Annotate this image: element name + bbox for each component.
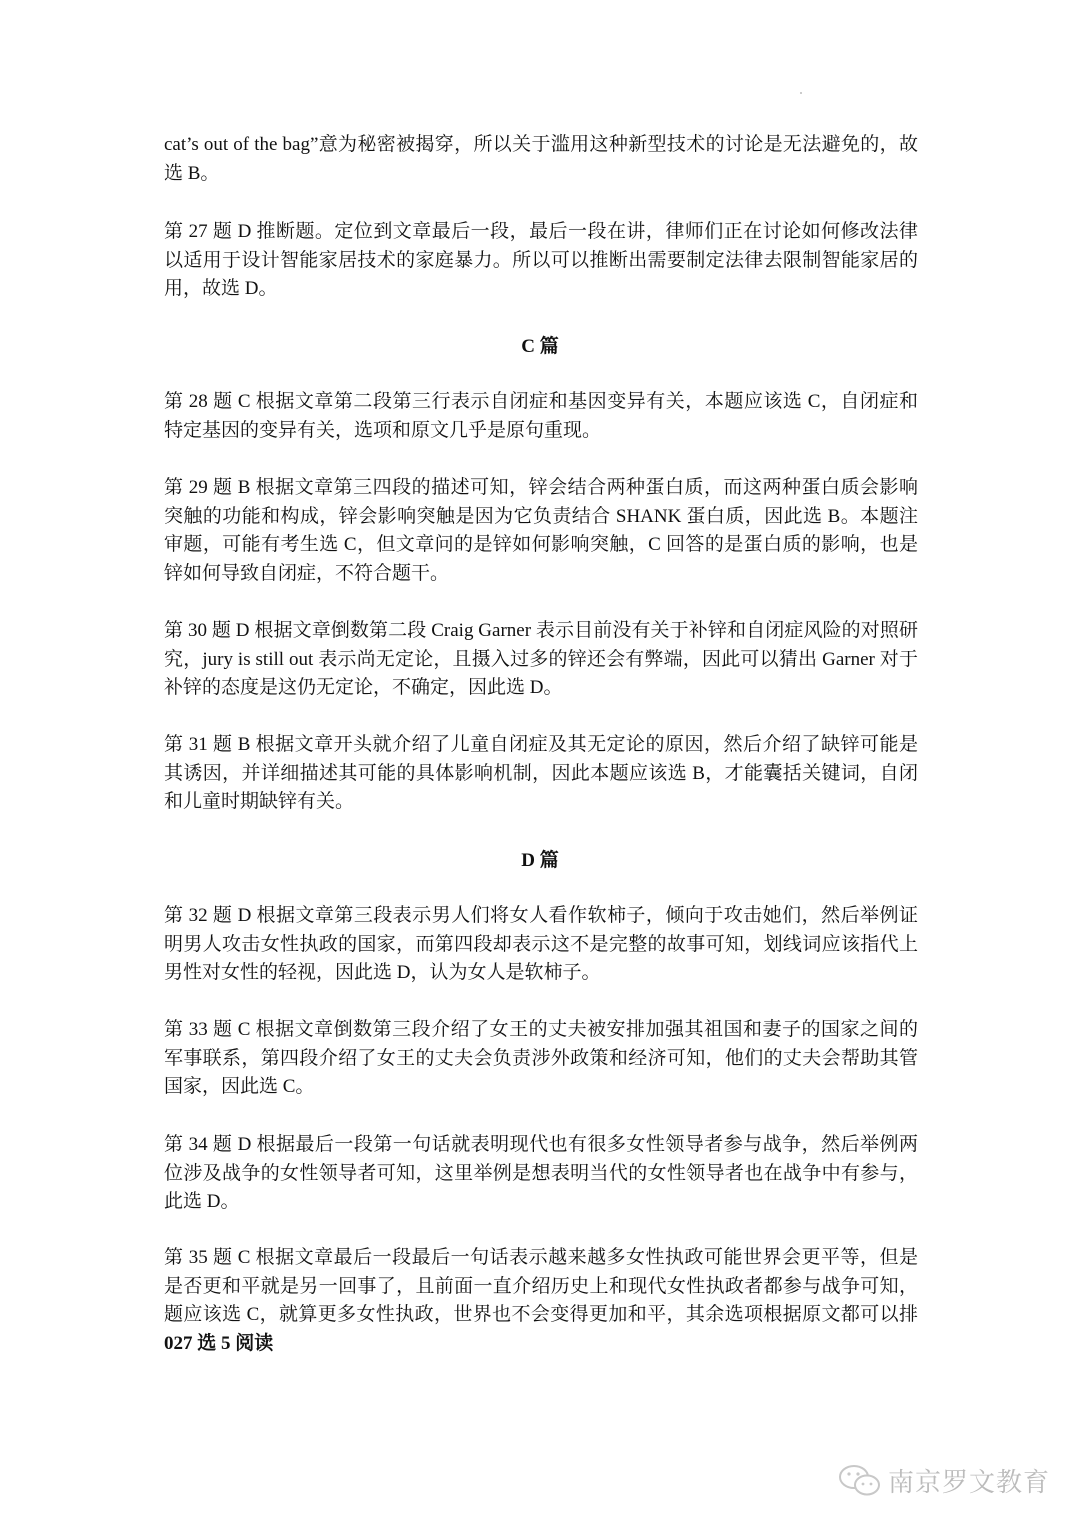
section-heading-c: C 篇 [521, 336, 559, 357]
section-title: 027 选 5 阅读 [164, 1333, 274, 1355]
text-line: 第 29 题 B 根据文章第三四段的描述可知，锌会结合两种蛋白质，而这两种蛋白质会影响 [164, 477, 918, 498]
text-line: 男性对女性的轻视，因此选 D，认为女人是软柿子。 [164, 962, 601, 984]
paragraph-q28 [164, 388, 918, 445]
text-line: 军事联系，第四段介绍了女王的丈夫会负责涉外政策和经济可知，他们的丈夫会帮助其管 [164, 1047, 918, 1069]
watermark-text: 南京罗文教育 [888, 1468, 1051, 1498]
text-line: 究，jury is still out 表示尚无定论，且摄入过多的锌还会有弊端，因此可以猜出 Garner 对于 [164, 648, 918, 670]
paragraph-q30 [164, 617, 918, 703]
wechat-icon [838, 1463, 882, 1499]
paragraph-q33 [164, 1016, 918, 1102]
paragraph-q29 [164, 474, 918, 589]
paragraph-q27 [164, 218, 918, 304]
text-line: 第 35 题 C 根据文章最后一段最后一句话表示越来越多女性执政可能世界会更平等，但是 [164, 1247, 918, 1268]
text-line: 第 28 题 C 根据文章第二段第三行表示自闭症和基因变异有关，本题应该选 C，自闭症和 [164, 391, 918, 412]
text-line: 特定基因的变异有关，选项和原文几乎是原句重现。 [164, 419, 602, 441]
paragraph-q35 [164, 1244, 918, 1359]
text-line: 第 31 题 B 根据文章开头就介绍了儿童自闭症及其无定论的原因，然后介绍了缺锌可能是 [164, 734, 918, 755]
text-line: 第 32 题 D 根据文章第三段表示男人们将女人看作软柿子，倾向于攻击她们，然后举例证 [164, 905, 918, 926]
stray-dot [800, 92, 802, 94]
section-heading-d: D 篇 [521, 850, 559, 871]
text-line: 锌如何导致自闭症，不符合题干。 [164, 563, 450, 585]
text-line: 第 30 题 D 根据文章倒数第二段 Craig Garner 表示目前没有关于补锌和自闭症风险的对照研 [164, 620, 918, 641]
text-line: cat’s out of the bag”意为秘密被揭穿，所以关于滥用这种新型技术的讨论是无法避免的，故 [164, 134, 918, 155]
paragraph-q32 [164, 902, 918, 988]
text-line: 第 34 题 D 根据最后一段第一句话就表明现代也有很多女性领导者参与战争，然后举例两 [164, 1134, 918, 1155]
text-line: 和儿童时期缺锌有关。 [164, 791, 355, 813]
text-line: 此选 D。 [164, 1191, 240, 1213]
paragraph-q31 [164, 731, 918, 817]
text-line: 明男人攻击女性执政的国家，而第四段却表示这不是完整的故事可知，划线词应该指代上 [164, 933, 918, 955]
text-line: 补锌的态度是这仍无定论，不确定，因此选 D。 [164, 677, 563, 699]
paragraph-q34 [164, 1131, 918, 1217]
watermark [838, 1462, 1050, 1499]
text-line: 以适用于设计智能家居技术的家庭暴力。所以可以推断出需要制定法律去限制智能家居的 [164, 249, 918, 271]
text-line: 第 27 题 D 推断题。定位到文章最后一段，最后一段在讲，律师们正在讨论如何修改法律 [164, 221, 918, 242]
text-line: 第 33 题 C 根据文章倒数第三段介绍了女王的丈夫被安排加强其祖国和妻子的国家之间的 [164, 1019, 918, 1040]
text-line: 国家，因此选 C。 [164, 1076, 315, 1098]
text-line: 题应该选 C，就算更多女性执政，世界也不会变得更加和平，其余选项根据原文都可以排 [164, 1304, 918, 1326]
paragraph-q26-end [164, 131, 918, 188]
text-line: 位涉及战争的女性领导者可知，这里举例是想表明当代的女性领导者也在战争中有参与， [164, 1162, 918, 1184]
text-line: 突触的功能和构成，锌会影响突触是因为它负责结合 SHANK 蛋白质，因此选 B。本题注 [164, 505, 918, 527]
text-line: 是否更和平就是另一回事了，且前面一直介绍历史上和现代女性执政者都参与战争可知， [164, 1275, 918, 1297]
text-line: 审题，可能有考生选 C，但文章问的是锌如何影响突触，C 回答的是蛋白质的影响，也是 [164, 534, 918, 556]
text-line: 选 B。 [164, 162, 220, 184]
text-line: 其诱因，并详细描述其可能的具体影响机制，因此本题应该选 B，才能囊括关键词，自闭 [164, 762, 918, 784]
text-line: 用，故选 D。 [164, 278, 278, 300]
